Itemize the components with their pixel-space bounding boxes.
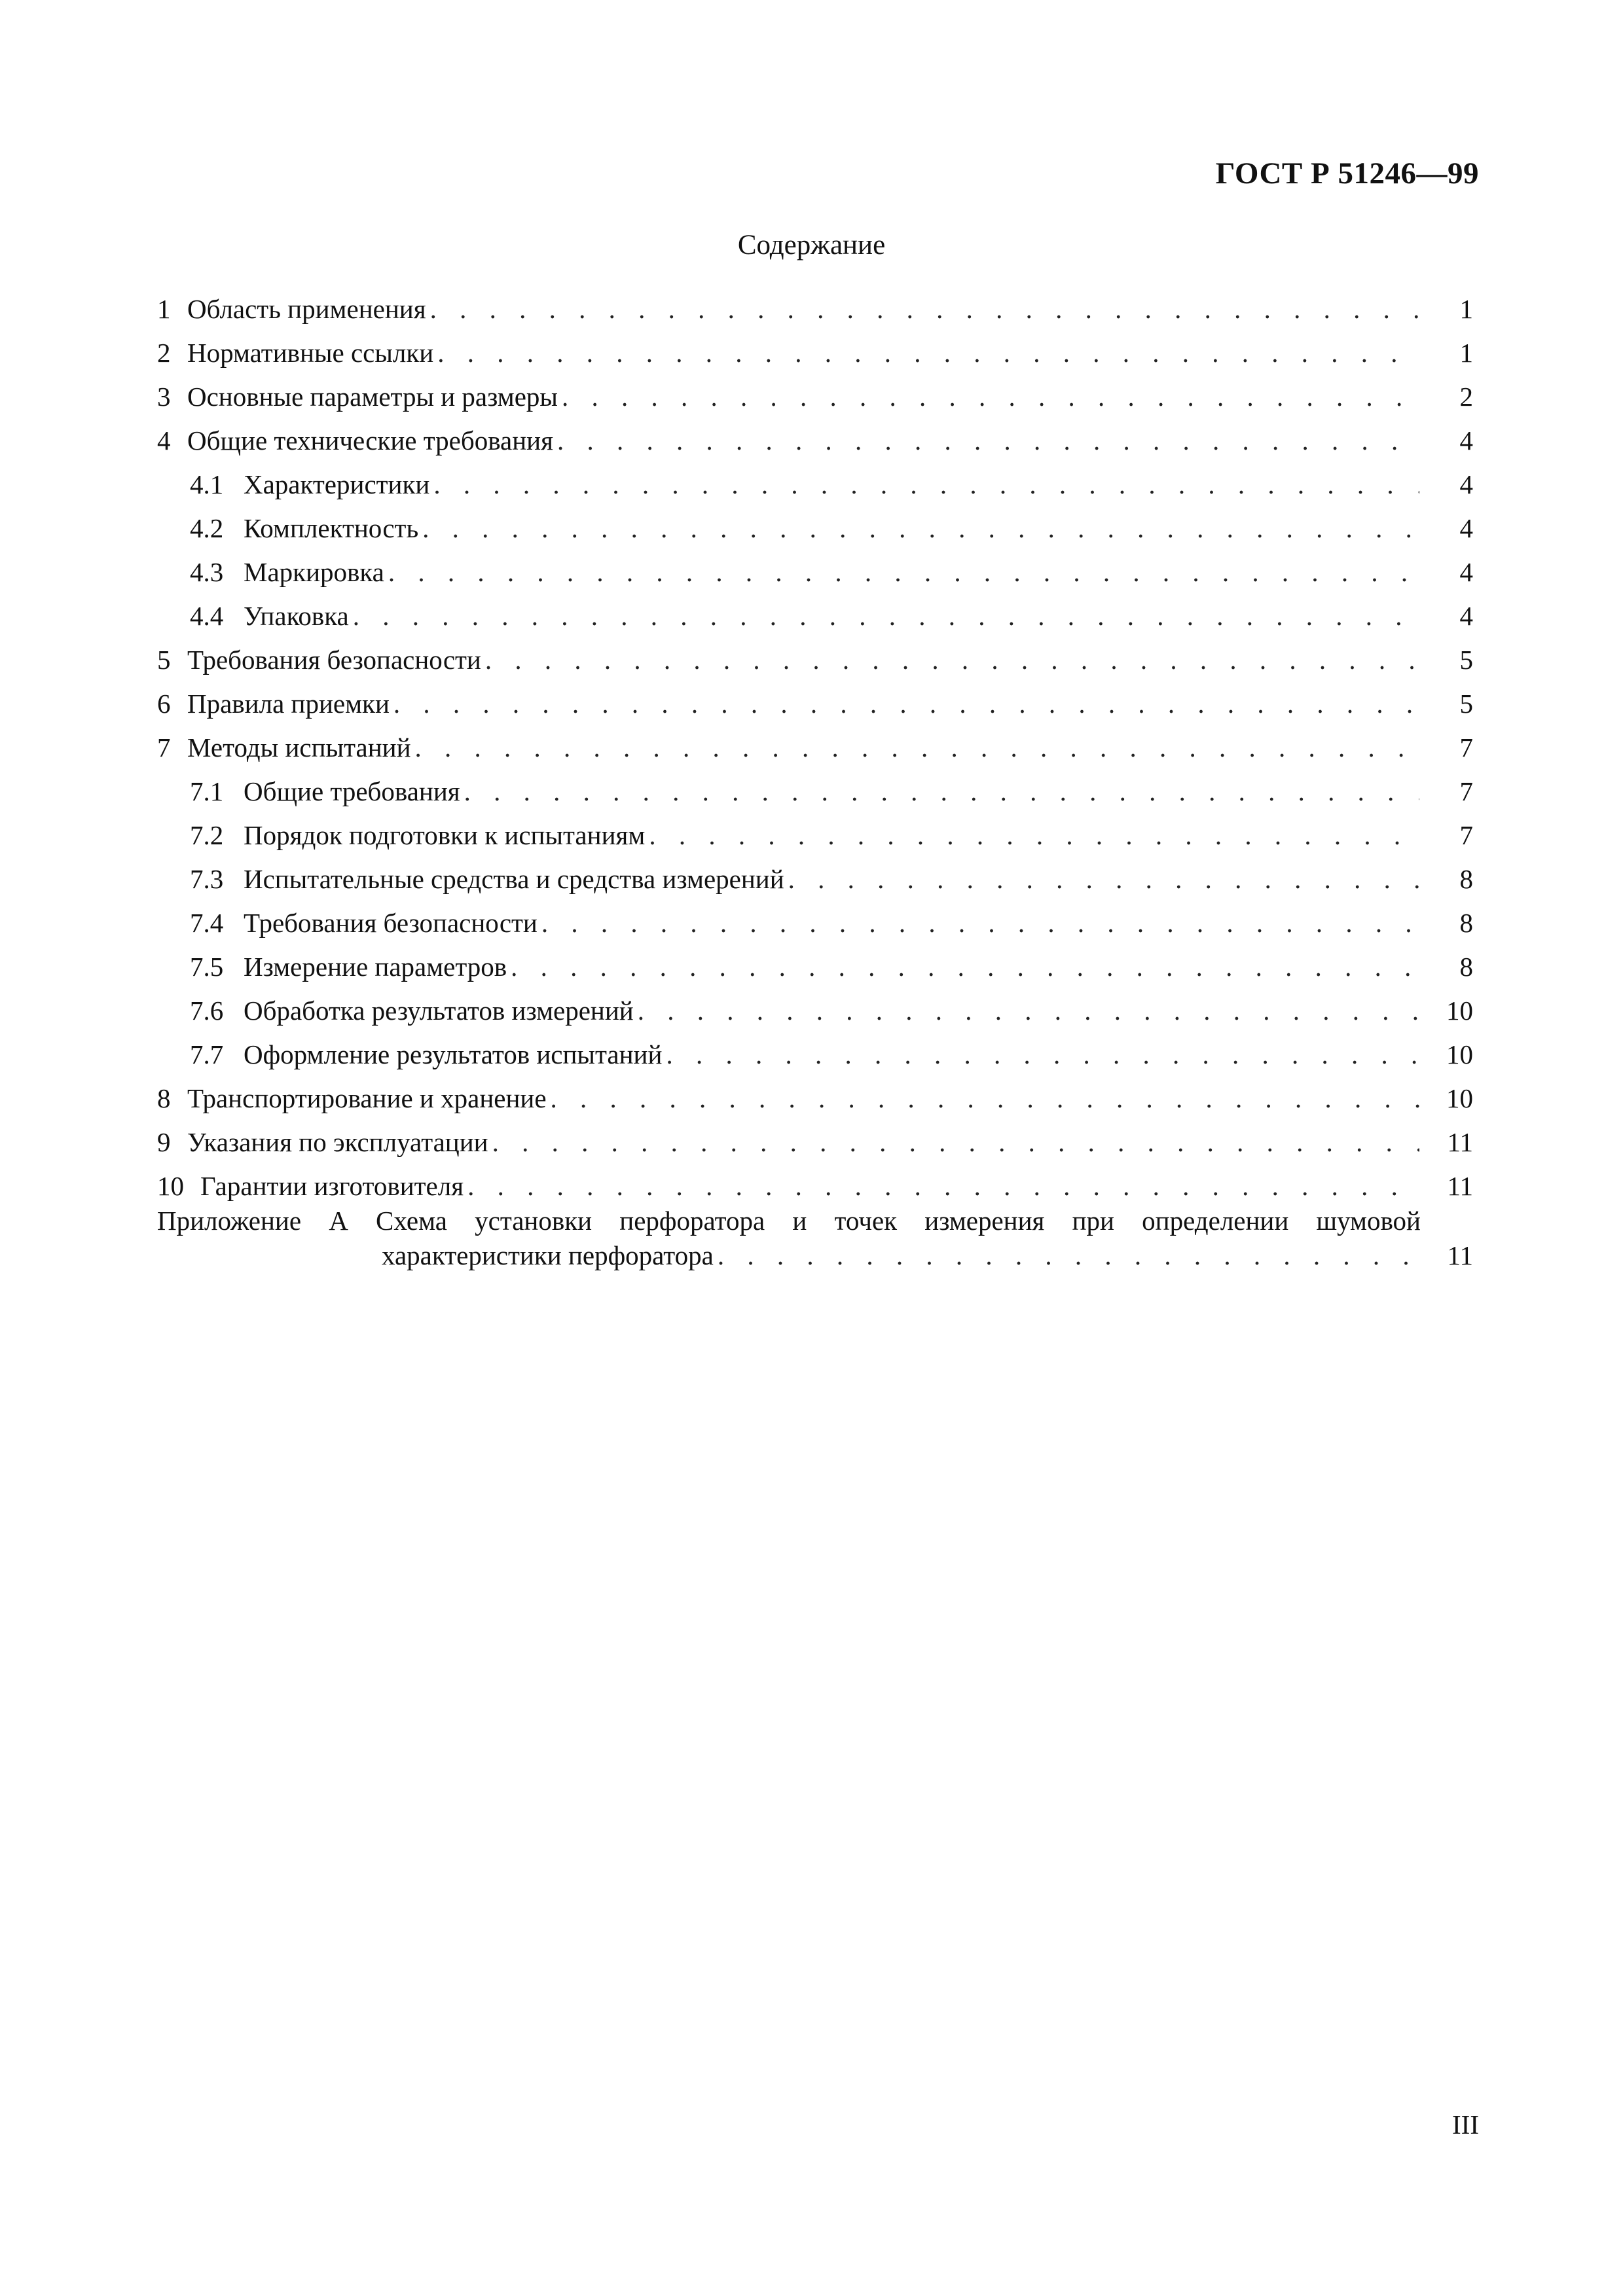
toc-entry-label: Указания по эксплуатации (187, 1127, 488, 1157)
toc-entry-label: Характеристики (244, 469, 430, 499)
toc-subentry[interactable] (157, 512, 1473, 556)
toc-entry-label: Порядок подготовки к испытаниям (244, 820, 646, 850)
toc-title: Содержание (737, 230, 886, 260)
document-code: ГОСТ Р 51246—99 (1215, 156, 1479, 190)
dot-leader (638, 995, 1419, 1026)
toc-entry-number: 7.6 (190, 996, 224, 1026)
dot-leader (467, 1170, 1419, 1202)
toc-entry-label: Комплектность (244, 513, 419, 543)
toc-subentry[interactable] (157, 863, 1473, 907)
dot-leader (562, 381, 1419, 412)
toc-entry-page: 11 (1447, 1127, 1473, 1157)
toc-entry-number: 6 (157, 689, 171, 719)
toc-entry-number: 4 (157, 425, 171, 456)
toc-entry-number: 4.1 (190, 469, 224, 499)
toc-entry-page: 10 (1446, 996, 1473, 1026)
dot-leader (464, 776, 1419, 807)
dot-leader (388, 556, 1419, 588)
dot-leader (541, 907, 1419, 939)
toc-entry-page: 4 (1459, 469, 1473, 499)
toc-entry[interactable] (157, 337, 1473, 381)
table-of-contents (157, 293, 1473, 1276)
toc-entry-number: 4.2 (190, 513, 224, 543)
toc-entry-number: 7 (157, 732, 171, 762)
toc-entry-page: 5 (1459, 689, 1473, 719)
dot-leader (551, 1083, 1419, 1114)
toc-entry-number: 4.4 (190, 601, 224, 631)
toc-subentry[interactable] (157, 600, 1473, 644)
toc-entry-label: Общие технические требования (187, 425, 553, 456)
toc-entry-label: Обработка результатов измерений (244, 996, 634, 1026)
dot-leader (415, 732, 1419, 763)
toc-entry-label: Гарантии изготовителя (200, 1171, 464, 1201)
toc-entry-page: 11 (1447, 1171, 1473, 1201)
toc-entry-number: 1 (157, 294, 171, 324)
toc-entry-label: Общие требования (244, 776, 460, 806)
toc-entry-label: Методы испытаний (187, 732, 411, 762)
toc-entry[interactable] (157, 425, 1473, 469)
dot-leader (649, 819, 1419, 851)
dot-leader (422, 512, 1419, 544)
toc-entry-page: 1 (1459, 294, 1473, 324)
toc-entry-label: Требования безопасности (187, 645, 481, 675)
toc-entry-page: 10 (1446, 1039, 1473, 1069)
toc-entry[interactable] (157, 293, 1473, 337)
dot-leader (788, 863, 1419, 895)
toc-entry[interactable] (157, 381, 1473, 425)
toc-subentry[interactable] (157, 1039, 1473, 1083)
toc-subentry[interactable] (157, 819, 1473, 863)
toc-subentry[interactable] (157, 995, 1473, 1039)
dot-leader (492, 1126, 1419, 1158)
toc-entry-label: Основные параметры и размеры (187, 382, 558, 412)
toc-entry[interactable] (157, 732, 1473, 776)
toc-entry-label: Требования безопасности (244, 908, 538, 938)
toc-entry[interactable] (157, 1083, 1473, 1126)
toc-entry-number: 2 (157, 338, 171, 368)
toc-entry-label: Оформление результатов испытаний (244, 1039, 663, 1069)
toc-entry-label: Транспортирование и хранение (187, 1083, 547, 1113)
toc-entry-number: 8 (157, 1083, 171, 1113)
toc-entry-number: 7.4 (190, 908, 224, 938)
toc-entry-page: 7 (1459, 776, 1473, 806)
dot-leader (666, 1039, 1419, 1070)
dot-leader (433, 469, 1419, 500)
toc-entry-page: 4 (1459, 513, 1473, 543)
dot-leader (393, 688, 1419, 719)
toc-entry-number: 4.3 (190, 557, 224, 587)
appendix-title-line2: характеристики перфоратора (382, 1240, 714, 1270)
toc-entry-number: 7.3 (190, 864, 224, 894)
toc-subentry[interactable] (157, 776, 1473, 819)
toc-subentry[interactable] (157, 907, 1473, 951)
toc-entry-page: 5 (1459, 645, 1473, 675)
toc-entry-number: 7.1 (190, 776, 224, 806)
dot-leader (718, 1235, 1419, 1276)
dot-leader (511, 951, 1419, 982)
toc-entry-number: 9 (157, 1127, 171, 1157)
toc-entry[interactable] (157, 644, 1473, 688)
toc-entry-page: 8 (1459, 864, 1473, 894)
dot-leader (430, 293, 1419, 325)
toc-entry-number: 7.2 (190, 820, 224, 850)
toc-entry-label: Измерение параметров (244, 952, 507, 982)
toc-entry-page: 4 (1459, 557, 1473, 587)
toc-entry-page: 1 (1459, 338, 1473, 368)
toc-subentry[interactable] (157, 951, 1473, 995)
toc-entry-label: Область применения (187, 294, 426, 324)
dot-leader (437, 337, 1419, 368)
toc-subentry[interactable] (157, 469, 1473, 512)
toc-entry-label: Упаковка (244, 601, 349, 631)
toc-entry-label: Правила приемки (187, 689, 390, 719)
toc-entry-number: 5 (157, 645, 171, 675)
toc-entry-label: Маркировка (244, 557, 384, 587)
toc-entry[interactable] (157, 1126, 1473, 1170)
toc-entry-page: 8 (1459, 908, 1473, 938)
dot-leader (485, 644, 1419, 675)
toc-entry-page: 7 (1459, 732, 1473, 762)
toc-entry-number: 7.5 (190, 952, 224, 982)
toc-subentry[interactable] (157, 556, 1473, 600)
toc-entry-label: Нормативные ссылки (187, 338, 434, 368)
dot-leader (557, 425, 1419, 456)
dot-leader (353, 600, 1419, 632)
toc-entry-label: Испытательные средства и средства измерений (244, 864, 784, 894)
toc-entry[interactable] (157, 688, 1473, 732)
toc-entry-page: 4 (1459, 601, 1473, 631)
toc-entry-page: 10 (1446, 1083, 1473, 1113)
toc-entry-number: 10 (157, 1171, 184, 1201)
toc-entry-page: 7 (1459, 820, 1473, 850)
toc-entry-page: 2 (1459, 382, 1473, 412)
toc-entry-number: 7.7 (190, 1039, 224, 1069)
toc-entry-page: 11 (1447, 1240, 1473, 1270)
toc-appendix-entry[interactable] (157, 1206, 1473, 1276)
toc-entry-page: 8 (1459, 952, 1473, 982)
appendix-title-line1: Приложение А Схема установки перфоратора и точек измерения при определении шумовой (157, 1206, 1421, 1236)
appendix-title-line2-row (157, 1235, 1473, 1276)
toc-entry-number: 3 (157, 382, 171, 412)
page-number: III (1452, 2109, 1479, 2140)
toc-entry-page: 4 (1459, 425, 1473, 456)
